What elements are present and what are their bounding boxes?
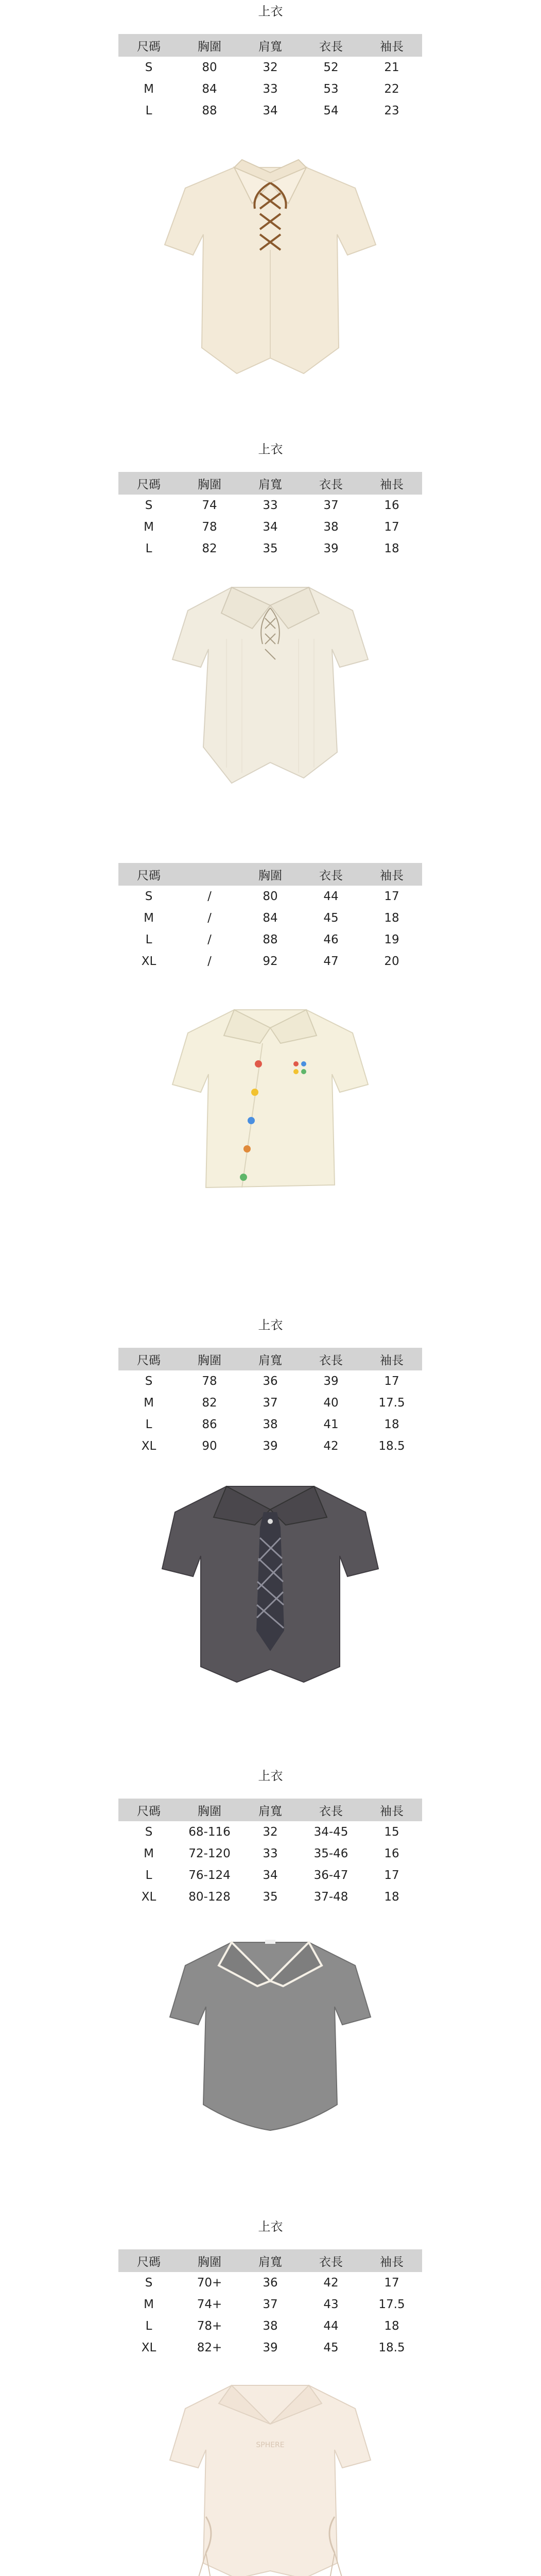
header-cell: 袖長: [361, 1348, 422, 1370]
header-cell: 尺碼: [118, 34, 179, 57]
header-cell: 肩寬: [240, 34, 301, 57]
value-cell: 39: [323, 1375, 339, 1388]
size-cell: S: [145, 890, 153, 903]
size-cell: S: [145, 61, 153, 74]
value-cell: 18.5: [378, 1439, 405, 1453]
value-cell: 22: [384, 82, 399, 96]
header-cell: 尺碼: [118, 472, 179, 495]
value-cell: 39: [263, 2341, 278, 2354]
value-cell: 78: [202, 1375, 217, 1388]
value-cell: 18: [384, 1890, 399, 1904]
value-cell: 32: [263, 1825, 278, 1839]
table-row: [118, 495, 422, 516]
value-cell: 15: [384, 1825, 399, 1839]
header-cell: 衣長: [301, 472, 361, 495]
size-cell: M: [144, 2298, 154, 2311]
table-row: [118, 1370, 422, 1392]
header-cell: 肩寬: [240, 1799, 301, 1821]
size-table: [118, 1348, 422, 1457]
header-cell: 肩寬: [240, 1348, 301, 1370]
value-cell: 35-46: [313, 1847, 348, 1860]
value-cell: 86: [202, 1418, 217, 1431]
value-cell: 37-48: [313, 1890, 348, 1904]
value-cell: /: [207, 933, 212, 946]
size-table: [118, 863, 422, 972]
header-cell: 胸圍: [179, 1799, 240, 1821]
header-cell: 尺碼: [118, 1348, 179, 1370]
table-row: [118, 57, 422, 78]
value-cell: 72-120: [188, 1847, 231, 1860]
table-row: [118, 1843, 422, 1865]
value-cell: 33: [263, 1847, 278, 1860]
value-cell: 34: [263, 104, 278, 117]
button-dot-red: [255, 1060, 262, 1067]
value-cell: 37: [263, 2298, 278, 2311]
section-title: 上衣: [258, 442, 283, 456]
value-cell: 39: [323, 542, 339, 555]
header-cell: 袖長: [361, 34, 422, 57]
size-cell: XL: [141, 1439, 156, 1453]
value-cell: 23: [384, 104, 399, 117]
value-cell: 38: [263, 2319, 278, 2333]
table-row: [118, 1392, 422, 1414]
value-cell: 40: [323, 1396, 339, 1410]
table-row: [118, 907, 422, 929]
value-cell: 68-116: [188, 1825, 231, 1839]
value-cell: 80: [202, 61, 217, 74]
value-cell: 88: [263, 933, 278, 946]
size-cell: M: [144, 1847, 154, 1860]
size-cell: L: [145, 2319, 152, 2333]
value-cell: 17: [384, 2276, 399, 2290]
header-cell: 袖長: [361, 2249, 422, 2272]
size-table: [118, 472, 422, 560]
size-cell: XL: [141, 955, 156, 968]
value-cell: 37: [263, 1396, 278, 1410]
value-cell: 18.5: [378, 2341, 405, 2354]
header-cell: 尺碼: [118, 2249, 179, 2272]
value-cell: 42: [323, 2276, 339, 2290]
table-row: [118, 516, 422, 538]
value-cell: 38: [323, 520, 339, 534]
header-cell: [179, 863, 240, 886]
table-row: [118, 1886, 422, 1908]
value-cell: 16: [384, 499, 399, 512]
value-cell: 32: [263, 61, 278, 74]
value-cell: 17: [384, 890, 399, 903]
value-cell: 18: [384, 911, 399, 925]
value-cell: 17: [384, 1375, 399, 1388]
value-cell: 33: [263, 499, 278, 512]
value-cell: 70+: [197, 2276, 222, 2290]
value-cell: 43: [323, 2298, 339, 2311]
table-row: [118, 78, 422, 100]
section-title: 上衣: [258, 1769, 283, 1783]
value-cell: 82+: [197, 2341, 222, 2354]
header-cell: 尺碼: [118, 863, 179, 886]
size-cell: M: [144, 1396, 154, 1410]
product-image-cream-drawstring-top: [149, 2362, 391, 2576]
value-cell: 90: [202, 1439, 217, 1453]
header-cell: 尺碼: [118, 1799, 179, 1821]
value-cell: 18: [384, 2319, 399, 2333]
value-cell: 34: [263, 1869, 278, 1882]
value-cell: 53: [323, 82, 339, 96]
section-title: 上衣: [258, 1318, 283, 1332]
table-row: [118, 1435, 422, 1457]
header-cell: 衣長: [301, 34, 361, 57]
value-cell: 78+: [197, 2319, 222, 2333]
shirt-print-text: SPHERE: [256, 2441, 285, 2449]
size-cell: M: [144, 520, 154, 534]
value-cell: 19: [384, 933, 399, 946]
table-row: [118, 886, 422, 907]
value-cell: 84: [202, 82, 217, 96]
value-cell: 36: [263, 2276, 278, 2290]
section-title: 上衣: [258, 2219, 283, 2234]
size-table: [118, 34, 422, 122]
table-row: [118, 100, 422, 122]
product-image-colorful-button-top: [149, 981, 391, 1229]
value-cell: 17: [384, 520, 399, 534]
header-cell: 肩寬: [240, 472, 301, 495]
table-row: [118, 2294, 422, 2315]
size-table: [118, 2249, 422, 2359]
table-row: [118, 951, 422, 972]
value-cell: 47: [323, 955, 339, 968]
size-cell: S: [145, 2276, 153, 2290]
value-cell: 54: [323, 104, 339, 117]
value-cell: /: [207, 911, 212, 925]
value-cell: 44: [323, 890, 339, 903]
value-cell: 35: [263, 542, 278, 555]
value-cell: 36-47: [313, 1869, 348, 1882]
table-row: [118, 1865, 422, 1886]
size-cell: L: [145, 1418, 152, 1431]
value-cell: 80: [263, 890, 278, 903]
table-row: [118, 929, 422, 951]
table-row: [118, 2315, 422, 2337]
header-cell: 胸圍: [240, 863, 301, 886]
value-cell: 76-124: [188, 1869, 231, 1882]
value-cell: 20: [384, 955, 399, 968]
value-cell: 82: [202, 1396, 217, 1410]
value-cell: 38: [263, 1418, 278, 1431]
value-cell: 33: [263, 82, 278, 96]
value-cell: 82: [202, 542, 217, 555]
value-cell: 39: [263, 1439, 278, 1453]
value-cell: 52: [323, 61, 339, 74]
value-cell: 17: [384, 1869, 399, 1882]
size-cell: XL: [141, 1890, 156, 1904]
size-cell: M: [144, 911, 154, 925]
table-row: [118, 2272, 422, 2294]
product-image-ribbed-tie-top: [149, 562, 391, 809]
size-cell: S: [145, 499, 153, 512]
value-cell: 17.5: [378, 1396, 405, 1410]
header-cell: 胸圍: [179, 1348, 240, 1370]
header-cell: 衣長: [301, 1799, 361, 1821]
value-cell: 21: [384, 61, 399, 74]
value-cell: 45: [323, 2341, 339, 2354]
value-cell: 44: [323, 2319, 339, 2333]
value-cell: 35: [263, 1890, 278, 1904]
value-cell: 34-45: [313, 1825, 348, 1839]
size-table: [118, 1799, 422, 1908]
header-cell: 胸圍: [179, 2249, 240, 2272]
header-cell: 衣長: [301, 2249, 361, 2272]
value-cell: 78: [202, 520, 217, 534]
size-cell: L: [145, 104, 152, 117]
header-cell: 胸圍: [179, 34, 240, 57]
size-cell: M: [144, 82, 154, 96]
table-row: [118, 1821, 422, 1843]
value-cell: 16: [384, 1847, 399, 1860]
size-cell: XL: [141, 2341, 156, 2354]
header-cell: 胸圍: [179, 472, 240, 495]
product-image-gray-shirt-with-tie: [149, 1461, 391, 1708]
value-cell: 74: [202, 499, 217, 512]
value-cell: 46: [323, 933, 339, 946]
size-cell: S: [145, 1375, 153, 1388]
header-cell: 肩寬: [240, 2249, 301, 2272]
header-cell: 衣長: [301, 863, 361, 886]
header-cell: 袖長: [361, 1799, 422, 1821]
value-cell: 45: [323, 911, 339, 925]
table-row: [118, 538, 422, 560]
size-cell: S: [145, 1825, 153, 1839]
value-cell: 36: [263, 1375, 278, 1388]
value-cell: 42: [323, 1439, 339, 1453]
value-cell: /: [207, 890, 212, 903]
value-cell: 34: [263, 520, 278, 534]
product-image-lace-up-blouse: [149, 147, 391, 394]
value-cell: 92: [263, 955, 278, 968]
value-cell: 88: [202, 104, 217, 117]
value-cell: 18: [384, 1418, 399, 1431]
product-image-gray-polo-top: [149, 1919, 391, 2166]
header-cell: 袖長: [361, 472, 422, 495]
section-title: 上衣: [258, 4, 283, 19]
table-row: [118, 2337, 422, 2359]
value-cell: 74+: [197, 2298, 222, 2311]
table-row: [118, 1414, 422, 1435]
value-cell: /: [207, 955, 212, 968]
header-cell: 袖長: [361, 863, 422, 886]
value-cell: 17.5: [378, 2298, 405, 2311]
value-cell: 80-128: [188, 1890, 231, 1904]
header-cell: 衣長: [301, 1348, 361, 1370]
size-cell: L: [145, 933, 152, 946]
value-cell: 84: [263, 911, 278, 925]
value-cell: 18: [384, 542, 399, 555]
value-cell: 41: [323, 1418, 339, 1431]
size-cell: L: [145, 542, 152, 555]
size-cell: L: [145, 1869, 152, 1882]
value-cell: 37: [323, 499, 339, 512]
